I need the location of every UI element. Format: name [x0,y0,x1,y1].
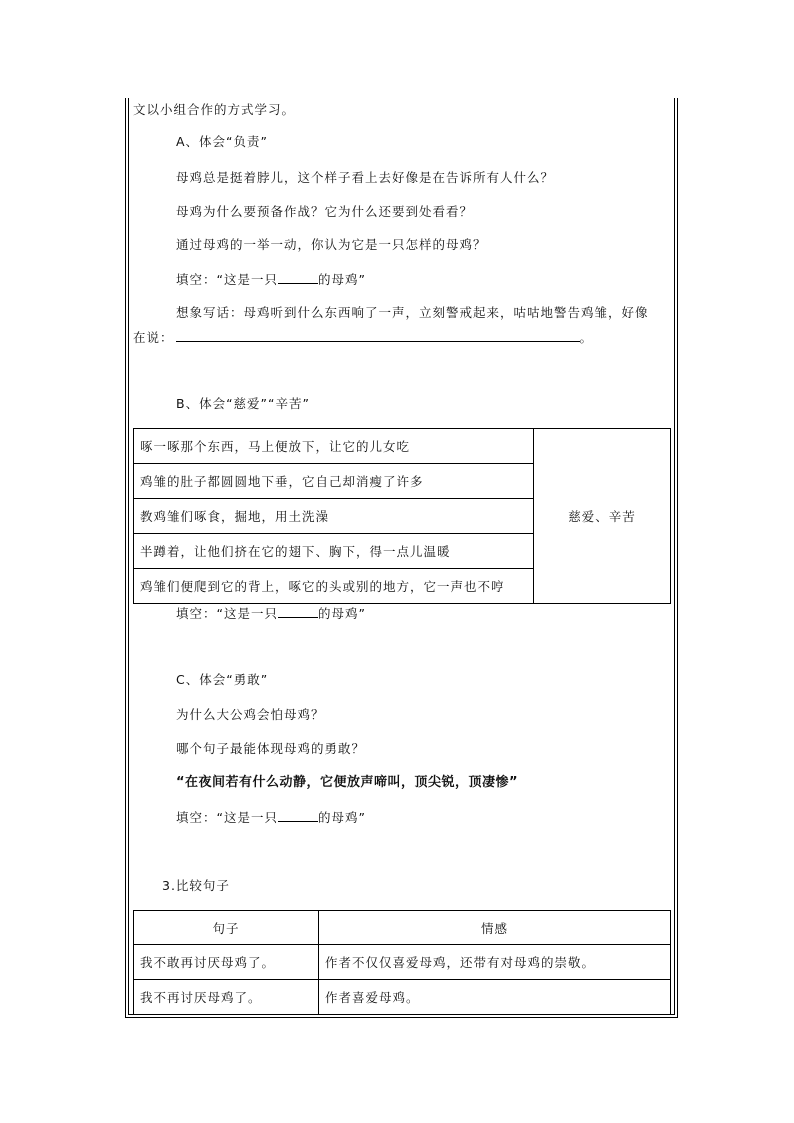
table-cell: 鸡雏的肚子都圆圆地下垂，它自己却消瘦了许多 [134,464,534,499]
table-cell: 半蹲着，让他们挤在它的翅下、胸下，得一点儿温暖 [134,534,534,569]
column-header-sentence: 句子 [134,911,319,945]
imagine-prefix: 在说： [133,330,174,345]
intro-text: 文以小组合作的方式学习。 [133,102,296,117]
answer-blank[interactable] [278,605,318,618]
section-c-quote: “在夜间若有什么动静，它便放声啼叫，顶尖锐，顶凄惨” [176,775,519,790]
fill-suffix: 的母鸡” [317,810,366,825]
answer-blank[interactable] [278,271,318,284]
table-cell: 啄一啄那个东西，马上便放下，让它的儿女吃 [134,429,534,464]
imagine-suffix: 。 [579,330,594,345]
section-a-question-1: 母鸡总是挺着脖儿，这个样子看上去好像是在告诉所有人什么？ [176,170,555,185]
table-row [134,429,671,464]
compare-table [133,910,671,1015]
section-a-question-2: 母鸡为什么要预备作战？它为什么还要到处看看？ [176,204,474,219]
section-c-question-2: 哪个句子最能体现母鸡的勇敢？ [176,741,366,756]
table-cell: 我不再讨厌母鸡了。 [134,980,319,1015]
table-cell: 作者不仅仅喜爱母鸡，还带有对母鸡的崇敬。 [319,945,671,980]
fill-prefix: 填空：“这是一只 [176,810,278,825]
column-header-emotion: 情感 [319,911,671,945]
table-cell: 鸡雏们便爬到它的背上，啄它的头或别的地方，它一声也不哼 [134,569,534,604]
section-c-fill-blank [176,809,366,826]
section-a-imagine-line-1: 想象写话：母鸡听到什么东西响了一声，立刻警戒起来，咕咕地警告鸡雏，好像 [176,305,649,320]
fill-suffix: 的母鸡” [317,272,366,287]
table-row [134,980,671,1015]
merged-emotion-cell: 慈爱、辛苦 [534,429,671,604]
section-a-question-3: 通过母鸡的一举一动，你认为它是一只怎样的母鸡？ [176,237,487,252]
table-row [134,945,671,980]
table-cell: 教鸡雏们啄食，掘地，用土洗澡 [134,499,534,534]
answer-blank[interactable] [278,809,318,822]
section-a-heading: A、体会“负责” [176,134,269,149]
section-b-table [133,428,671,604]
fill-suffix: 的母鸡” [317,606,366,621]
table-header-row [134,911,671,945]
section-c-heading: C、体会“勇敢” [176,672,269,687]
section-c-question-1: 为什么大公鸡会怕母鸡？ [176,707,325,722]
imagine-answer-blank[interactable] [176,329,580,342]
fill-prefix: 填空：“这是一只 [176,272,278,287]
table-cell: 作者喜爱母鸡。 [319,980,671,1015]
section-b-fill-blank [176,605,366,622]
section-3-heading: 3.比较句子 [162,878,230,893]
fill-prefix: 填空：“这是一只 [176,606,278,621]
section-b-heading: B、体会“慈爱”“辛苦” [176,396,310,411]
section-a-imagine-line-2 [133,329,593,346]
table-cell: 我不敢再讨厌母鸡了。 [134,945,319,980]
section-a-fill-blank [176,271,366,288]
